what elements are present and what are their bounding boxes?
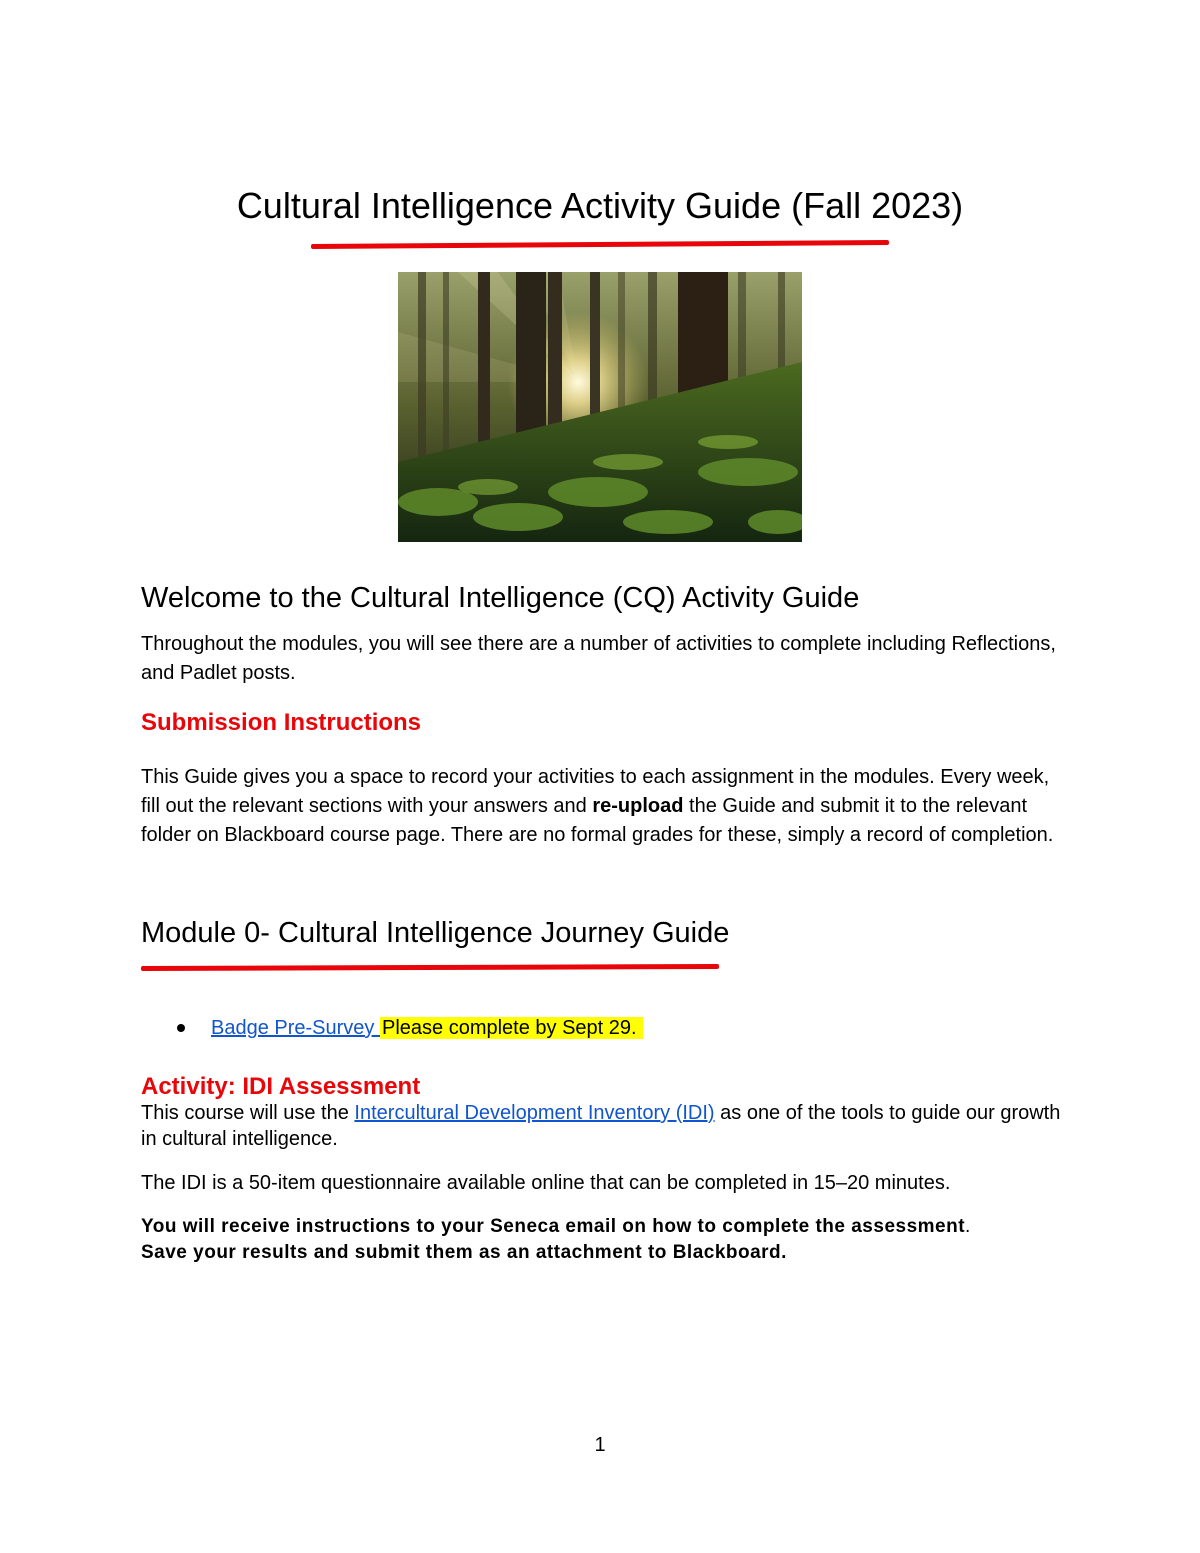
submission-body-bold: re-upload: [592, 795, 684, 817]
submission-body-text-end: the Guide and submit it to the relevant folder on Blackboard course page. There are no formal grades for these, simply a record of completion.: [141, 795, 1054, 846]
idi-link[interactable]: Intercultural Development Inventory (IDI): [354, 1102, 715, 1124]
page-number: 1: [594, 1434, 606, 1456]
document-title: Cultural Intelligence Activity Guide (Fall 2023): [236, 185, 964, 226]
activity-p4-bold: Save your results and submit them as an attachment to Blackboard.: [141, 1242, 787, 1263]
title-underline: [311, 240, 889, 249]
bullet-dot: [177, 1024, 185, 1032]
activity-p1-text: This course will use the: [141, 1102, 355, 1124]
activity-heading: Activity: IDI Assessment: [141, 1073, 421, 1100]
activity-paragraph-3: [141, 1214, 1071, 1266]
activity-paragraph-1: [141, 1100, 1071, 1152]
submission-body: [141, 763, 1071, 850]
due-date-highlight: Please complete by Sept 29.: [380, 1017, 643, 1039]
activity-p1-text-end: as one of the tools to guide our growth in cultural intelligence.: [141, 1102, 1061, 1150]
activity-paragraph-2: The IDI is a 50-item questionnaire available online that can be completed in 15–20 minutes.: [141, 1172, 951, 1194]
bullet-item: [211, 1014, 643, 1043]
activity-p3-end: .: [965, 1216, 971, 1237]
submission-body-text: This Guide gives you a space to record your activities to each assignment in the modules. Every week, fill out the relevant sections with your answers and: [141, 766, 1050, 817]
welcome-heading: Welcome to the Cultural Intelligence (CQ) Activity Guide: [141, 582, 860, 614]
module0-heading: Module 0- Cultural Intelligence Journey Guide: [141, 917, 730, 949]
forest-photo: [398, 272, 802, 542]
submission-heading: Submission Instructions: [141, 709, 422, 736]
module0-underline: [141, 964, 719, 971]
activity-p3-bold: You will receive instructions to your Seneca email on how to complete the assessment: [141, 1216, 966, 1237]
welcome-body: Throughout the modules, you will see there are a number of activities to complete including Reflections, and Padlet posts.: [141, 633, 1056, 684]
badge-pre-survey-link[interactable]: Badge Pre-Survey: [211, 1017, 380, 1039]
